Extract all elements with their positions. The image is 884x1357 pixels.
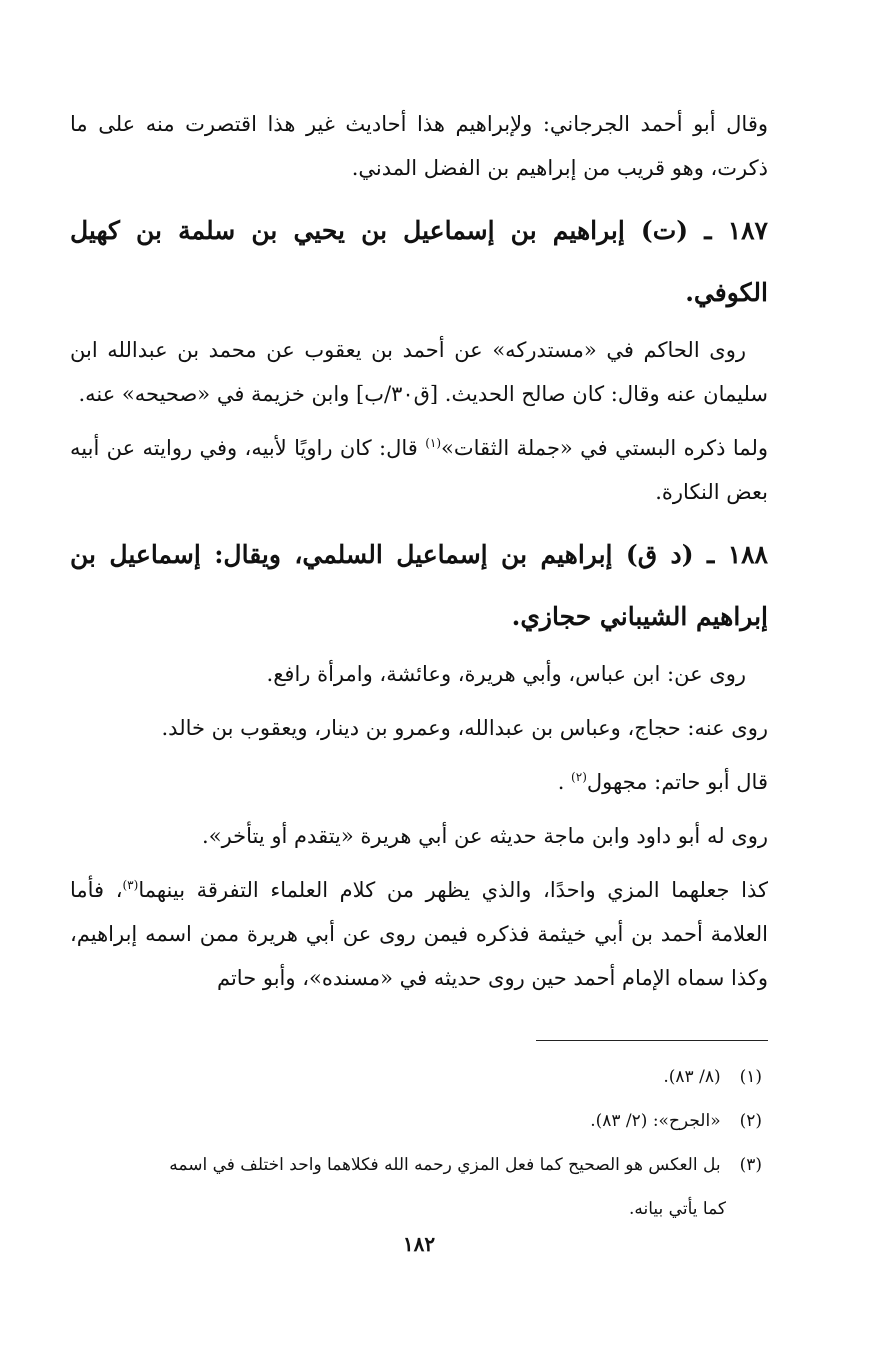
- paragraph-abu-hatim-after: .: [557, 770, 572, 794]
- paragraph-mizzi-text: كذا جعلهما المزي واحدًا، والذي يظهر من كلام العلماء التفرقة بينهما: [138, 878, 768, 902]
- paragraph-abu-hatim: [70, 760, 768, 804]
- footnote-divider: [536, 1040, 768, 1041]
- footnote-text: «الجرح»: (٢/ ٨٣).: [590, 1111, 721, 1131]
- paragraph-mizzi: [70, 868, 768, 1000]
- footnote-ref-2: (٢): [571, 770, 587, 784]
- footnote-3: [70, 1145, 768, 1185]
- footnotes: [70, 1057, 768, 1233]
- footnote-number: (٣): [739, 1155, 762, 1175]
- document-page: [70, 102, 768, 1256]
- paragraph-mizzi-after: ، فأما العلامة أحمد بن أبي خيثمة فذكره فيمن روى عن أبي هريرة ممن اسمه إبراهيم، وكذا سماه الإمام أحمد حين روى حديثه في «مسنده»، وأبو حاتم: [70, 878, 768, 990]
- entry-title-187: ١٨٧ ـ (ت) إبراهيم بن إسماعيل بن يحيي بن سلمة بن كهيل الكوفي.: [70, 216, 768, 307]
- footnote-2: [70, 1101, 768, 1141]
- paragraph-hakim: روى الحاكم في «مستدركه» عن أحمد بن يعقوب عن محمد بن عبدالله ابن سليمان عنه وقال: كان صالح الحديث. [ق٣٠/ب] وابن خزيمة في «صحيحه» عنه.: [70, 338, 768, 406]
- paragraph-intro: وقال أبو أحمد الجرجاني: ولإبراهيم هذا أحاديث غير هذا اقتصرت منه على ما ذكرت، وهو قريب من إبراهيم بن الفضل المدني.: [70, 112, 768, 180]
- paragraph-rawa-anhu: روى عنه: حجاج، وعباس بن عبدالله، وعمرو بن دينار، ويعقوب بن خالد.: [161, 716, 768, 740]
- footnote-number: (٢): [739, 1111, 762, 1131]
- footnote-text: بل العكس هو الصحيح كما فعل المزي رحمه الله فكلاهما واحد اختلف في اسمه: [169, 1155, 721, 1175]
- paragraph-busti-text-after: قال: كان راويًا لأبيه، وفي روايته عن أبيه بعض النكارة.: [70, 436, 768, 504]
- footnote-ref-1: (١): [425, 436, 442, 450]
- footnote-number: (١): [739, 1067, 762, 1087]
- footnote-3-continuation: كما يأتي بيانه.: [628, 1199, 726, 1219]
- paragraph-rawa-an: روى عن: ابن عباس، وأبي هريرة، وعائشة، وامرأة رافع.: [266, 662, 746, 686]
- paragraph-rawa-lahu: روى له أبو داود وابن ماجة حديثه عن أبي هريرة «يتقدم أو يتأخر».: [202, 824, 768, 848]
- footnote-text: (٨/ ٨٣).: [663, 1067, 721, 1087]
- footnote-1: [70, 1057, 768, 1097]
- paragraph-busti: [70, 426, 768, 514]
- paragraph-busti-text: ولما ذكره البستي في «جملة الثقات»: [441, 436, 768, 460]
- footnote-ref-3: (٣): [122, 878, 139, 892]
- page-number: ١٨٢: [402, 1232, 436, 1256]
- entry-title-188: ١٨٨ ـ (د ق) إبراهيم بن إسماعيل السلمي، ويقال: إسماعيل بن إبراهيم الشيباني حجازي.: [70, 540, 768, 631]
- paragraph-abu-hatim-text: قال أبو حاتم: مجهول: [586, 770, 768, 794]
